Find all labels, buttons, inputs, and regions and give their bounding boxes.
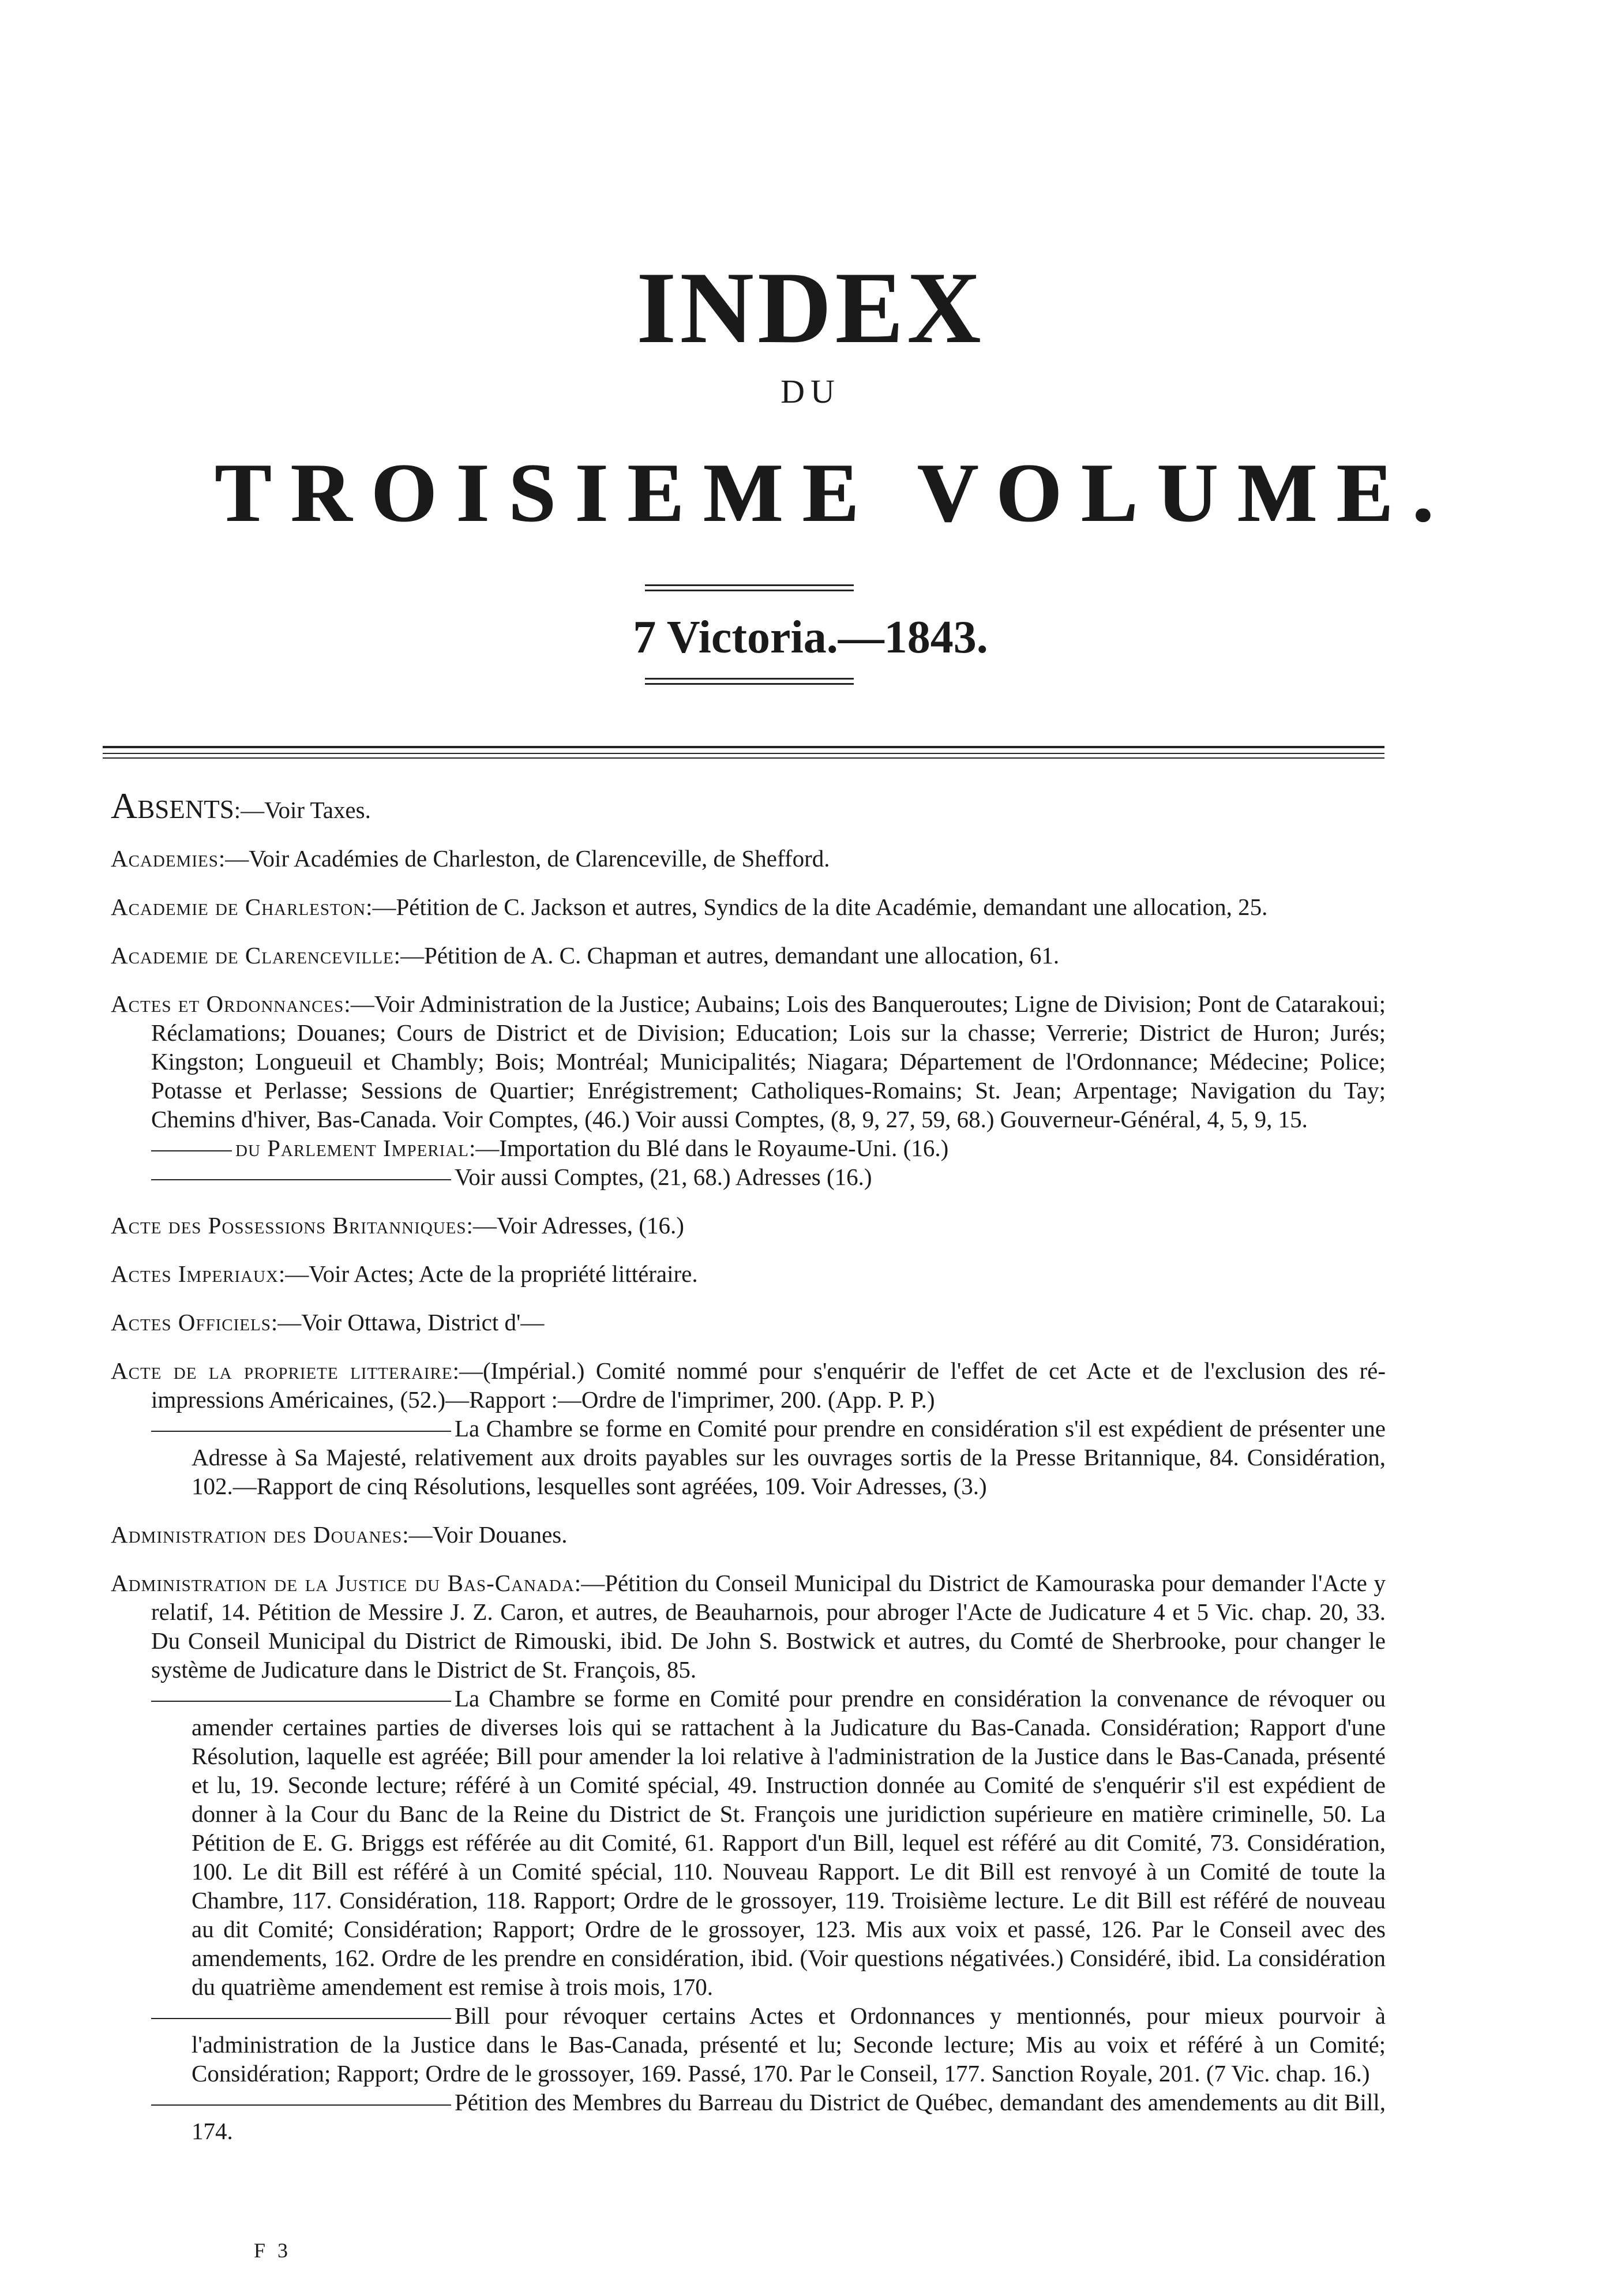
index-entry	[111, 1520, 1386, 1549]
volume-date: 7 Victoria.—1843.	[633, 612, 988, 663]
index-entry	[111, 1308, 1386, 1337]
entry-text: :—Pétition de C. Jackson et autres, Syndics de la dite Académie, demandant une allocation, 25.	[366, 894, 1268, 920]
ditto-dash	[151, 1701, 451, 1702]
index-entry	[111, 989, 1386, 1191]
entry-text: :—Voir Douanes.	[402, 1521, 568, 1548]
sub-entry	[151, 1414, 1386, 1500]
entry-text: :—Voir Ottawa, District d'—	[271, 1309, 545, 1335]
divider-rule	[645, 584, 854, 586]
sub-entry-text: Pétition des Membres du Barreau du District de Québec, demandant des amendements au dit Bill, 174.	[192, 2089, 1386, 2144]
entry-heading: Academie de Charleston	[111, 894, 366, 920]
section-rule	[103, 746, 1384, 748]
entry-text: :—Voir Administration de la Justice; Aubains; Lois des Banqueroutes; Ligne de Division; Pont de Catarakoui; Réclamations; Douanes; Cours de District et de Division; Education; Lois sur la chasse; Verrerie; District de Huron; Jurés; Kingston; Longueuil et Chambly; Bois; Montréal; Municipalités; Niagara; Département de l'Ordonnance; Médecine; Police; Potasse et Perlasse; Sessions de Quartier; Enrégistrement; Catholiques-Romains; St. Jean; Arpentage; Navigation du Tay; Chemins d'hiver, Bas-Canada. Voir Comptes, (46.) Voir aussi Comptes, (8, 9, 27, 59, 68.) Gouverneur-Général, 4, 5, 9, 15.	[151, 991, 1386, 1132]
entry-heading: Acte de la propriete litteraire	[111, 1357, 453, 1384]
ditto-dash	[151, 2018, 451, 2019]
sub-entry-text: Bill pour révoquer certains Actes et Ordonnances y mentionnés, pour mieux pourvoir à l'administration de la Justice dans le Bas-Canada, présenté et lu; Seconde lecture; Mis au voix et référé à un Comité; Considération; Rapport; Ordre de le grossoyer, 169. Passé, 170. Par le Conseil, 177. Sanction Royale, 201. (7 Vic. chap. 16.)	[192, 2002, 1386, 2087]
ditto-dash	[151, 1150, 232, 1151]
entry-text: :—Pétition du Conseil Municipal du District de Kamouraska pour demander l'Acte y relatif, 14. Pétition de Messire J. Z. Caron, et autres, de Beauharnois, pour abroger l'Acte de Judicature 4 et 5 Vic. chap. 20, 33. Du Conseil Municipal du District de Rimouski, ibid. De John S. Bostwick et autres, du Comté de Sherbrooke, pour changer le système de Judicature dans le District de St. François, 85.	[151, 1570, 1386, 1683]
ditto-dash	[151, 1179, 451, 1180]
sub-entry	[151, 2001, 1386, 2088]
signature-mark: F 3	[254, 2239, 292, 2262]
entry-text: :—Voir Adresses, (16.)	[466, 1212, 684, 1239]
entry-text: :—Voir Actes; Acte de la propriété littéraire.	[278, 1260, 698, 1287]
entry-heading: Actes et Ordonnances	[111, 991, 344, 1017]
ditto-dash	[151, 1431, 451, 1432]
entry-text: :—Voir Taxes.	[234, 797, 371, 823]
entry-text: :—(Impérial.) Comité nommé pour s'enquérir de l'effet de cet Acte et de l'exclusion des ré-impressions Américaines, (52.)—Rapport :—Ordre de l'imprimer, 200. (App. P. P.)	[151, 1357, 1386, 1413]
index-entry	[111, 1569, 1386, 2145]
divider-rule	[645, 678, 854, 680]
index-title: INDEX	[636, 250, 985, 365]
entry-heading: Actes Imperiaux	[111, 1260, 279, 1287]
section-rule	[103, 757, 1384, 759]
sub-entry-heading: du Parlement Imperial	[235, 1135, 469, 1161]
index-entry	[111, 941, 1386, 970]
entry-heading: Academie de Clarenceville	[111, 942, 394, 969]
index-entry	[111, 1259, 1386, 1288]
ditto-dash	[151, 2104, 451, 2106]
divider-rule	[645, 590, 854, 591]
volume-title: TROISIEME VOLUME.	[214, 446, 1453, 539]
sub-entry	[151, 2088, 1386, 2145]
index-entry	[111, 892, 1386, 921]
index-entry	[111, 1211, 1386, 1240]
entry-heading: Acte des Possessions Britanniques	[111, 1212, 467, 1239]
index-entry	[111, 844, 1386, 873]
index-entries	[111, 785, 1386, 2165]
divider-rule	[645, 683, 854, 685]
sub-entry	[151, 1684, 1386, 2001]
sub-entry	[151, 1134, 1386, 1162]
section-rule	[103, 753, 1384, 754]
index-entry	[111, 1356, 1386, 1500]
index-entry	[111, 785, 1386, 826]
entry-heading: Absents	[111, 785, 234, 826]
entry-text: :—Pétition de A. C. Chapman et autres, demandant une allocation, 61.	[393, 942, 1060, 969]
subtitle-du: DU	[781, 373, 840, 410]
entry-heading: Actes Officiels	[111, 1309, 271, 1335]
entry-text: :—Voir Académies de Charleston, de Clarenceville, de Shefford.	[218, 845, 830, 872]
sub-entry	[151, 1162, 1386, 1191]
sub-entry-text: La Chambre se forme en Comité pour prendre en considération la convenance de révoquer ou amender certaines parties de diverses lois qui se rattachent à la Judicature du Bas-Canada. Considération; Rapport d'une Résolution, laquelle est agréée; Bill pour amender la loi relative à l'administration de la Justice dans le Bas-Canada, présenté et lu, 19. Seconde lecture; référé à un Comité spécial, 49. Instruction donnée au Comité de s'enquérir s'il est expédient de donner à la Cour du Banc de la Reine du District de St. François une juridiction supérieure en matière criminelle, 50. La Pétition de E. G. Briggs est référée au dit Comité, 61. Rapport d'un Bill, lequel est référé au dit Comité, 73. Considération, 100. Le dit Bill est référé à un Comité spécial, 110. Nouveau Rapport. Le dit Bill est renvoyé à un Comité de toute la Chambre, 117. Considération, 118. Rapport; Ordre de le grossoyer, 119. Troisième lecture. Le dit Bill est référé de nouveau au dit Comité; Considération; Rapport; Ordre de le grossoyer, 123. Mis aux voix et passé, 126. Par le Conseil avec des amendements, 162. Ordre de les prendre en considération, ibid. (Voir questions négativées.) Considéré, ibid. La considération du quatrième amendement est remise à trois mois, 170.	[192, 1685, 1386, 2000]
sub-entry-text: Voir aussi Comptes, (21, 68.) Adresses (16.)	[455, 1164, 872, 1190]
sub-entry-text: La Chambre se forme en Comité pour prendre en considération s'il est expédient de présenter une Adresse à Sa Majesté, relativement aux droits payables sur les ouvrages sortis de la Presse Britannique, 84. Considération, 102.—Rapport de cinq Résolutions, lesquelles sont agréées, 109. Voir Adresses, (3.)	[192, 1415, 1386, 1499]
entry-heading: Administration de la Justice du Bas-Canada	[111, 1570, 575, 1596]
sub-entry-text: :—Importation du Blé dans le Royaume-Uni. (16.)	[469, 1135, 949, 1161]
entry-heading: Administration des Douanes	[111, 1521, 403, 1548]
entry-heading: Academies	[111, 845, 219, 872]
